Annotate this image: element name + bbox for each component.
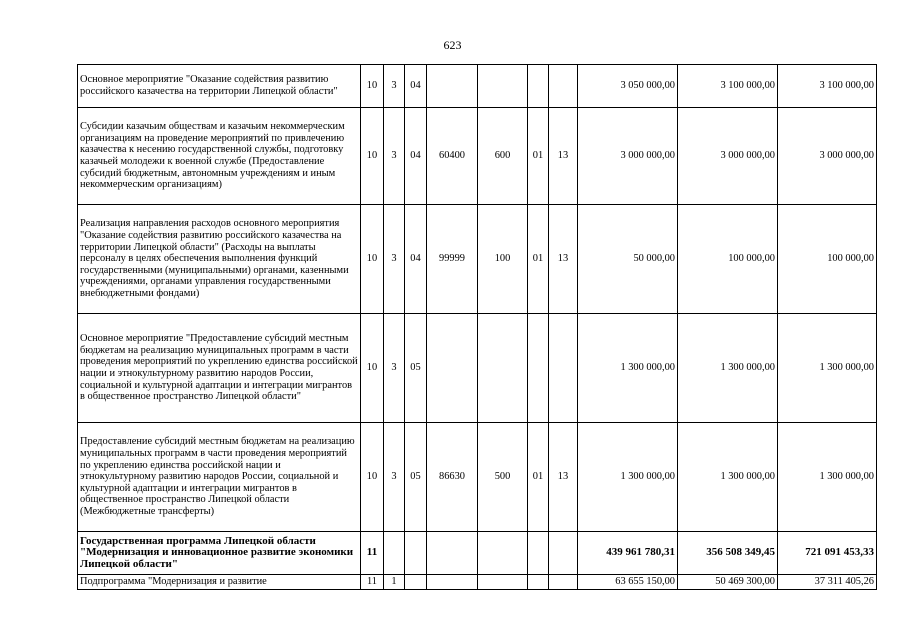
amount-year-2: 3 100 000,00: [678, 65, 778, 108]
code-program: 04: [405, 205, 427, 314]
code-section: 10: [361, 314, 384, 423]
code-subsection: 1: [384, 575, 405, 590]
amount-year-1: 1 300 000,00: [578, 314, 678, 423]
code-subdivision: [549, 532, 578, 575]
code-direction: [427, 532, 478, 575]
code-division: [528, 65, 549, 108]
code-direction: [427, 575, 478, 590]
amount-year-1: 63 655 150,00: [578, 575, 678, 590]
code-program: 04: [405, 108, 427, 205]
code-program: [405, 532, 427, 575]
code-section: 11: [361, 532, 384, 575]
code-division: 01: [528, 205, 549, 314]
code-expense-type: 500: [478, 423, 528, 532]
amount-year-1: 3 050 000,00: [578, 65, 678, 108]
table-row: [78, 205, 877, 314]
table-row: [78, 108, 877, 205]
code-subdivision: 13: [549, 108, 578, 205]
code-program: [405, 575, 427, 590]
code-program: 04: [405, 65, 427, 108]
code-subsection: 3: [384, 65, 405, 108]
amount-year-3: 3 000 000,00: [778, 108, 877, 205]
amount-year-1: 439 961 780,31: [578, 532, 678, 575]
table-row: [78, 575, 877, 590]
code-division: 01: [528, 108, 549, 205]
code-direction: 99999: [427, 205, 478, 314]
code-subsection: 3: [384, 108, 405, 205]
code-subsection: [384, 532, 405, 575]
amount-year-2: 356 508 349,45: [678, 532, 778, 575]
code-direction: [427, 314, 478, 423]
amount-year-3: 721 091 453,33: [778, 532, 877, 575]
code-expense-type: [478, 532, 528, 575]
code-expense-type: [478, 314, 528, 423]
amount-year-3: 1 300 000,00: [778, 314, 877, 423]
page-number: 623: [443, 38, 462, 52]
amount-year-2: 1 300 000,00: [678, 314, 778, 423]
code-subsection: 3: [384, 314, 405, 423]
table-row: [78, 532, 877, 575]
code-program: 05: [405, 314, 427, 423]
row-name: Субсидии казачьим обществам и казачьим некоммерческим организациям на проведение мероприятий по привлечению казачества к несению государственной службы, подготовку казачьей молодежи к военной службе (Предоставление субсидий бюджетным, автономным учреждениям и иным некоммерческим организациям): [78, 108, 361, 205]
code-subsection: 3: [384, 423, 405, 532]
code-subdivision: 13: [549, 423, 578, 532]
code-expense-type: [478, 65, 528, 108]
code-direction: 60400: [427, 108, 478, 205]
amount-year-1: 1 300 000,00: [578, 423, 678, 532]
amount-year-3: 1 300 000,00: [778, 423, 877, 532]
code-program: 05: [405, 423, 427, 532]
table-row: [78, 423, 877, 532]
code-direction: [427, 65, 478, 108]
table-row: [78, 314, 877, 423]
code-subdivision: [549, 65, 578, 108]
row-name: Подпрограмма "Модернизация и развитие: [78, 575, 361, 590]
code-expense-type: 100: [478, 205, 528, 314]
code-subdivision: [549, 575, 578, 590]
code-section: 10: [361, 65, 384, 108]
table-row: [78, 65, 877, 108]
row-name: Государственная программа Липецкой области "Модернизация и инновационное развитие экономики Липецкой области": [78, 532, 361, 575]
amount-year-3: 37 311 405,26: [778, 575, 877, 590]
code-subdivision: [549, 314, 578, 423]
amount-year-1: 50 000,00: [578, 205, 678, 314]
code-section: 10: [361, 108, 384, 205]
amount-year-2: 1 300 000,00: [678, 423, 778, 532]
amount-year-2: 100 000,00: [678, 205, 778, 314]
budget-table: [77, 64, 877, 590]
amount-year-3: 100 000,00: [778, 205, 877, 314]
amount-year-3: 3 100 000,00: [778, 65, 877, 108]
code-direction: 86630: [427, 423, 478, 532]
code-division: [528, 532, 549, 575]
code-section: 10: [361, 423, 384, 532]
row-name: Основное мероприятие "Предоставление субсидий местным бюджетам на реализацию муниципальных программ в части проведения мероприятий по укреплению единства российской нации и этнокультурному развитию народов России, социальной и культурной адаптации и интеграции мигрантов в общественное пространство Липецкой области": [78, 314, 361, 423]
amount-year-2: 50 469 300,00: [678, 575, 778, 590]
row-name: Реализация направления расходов основного мероприятия "Оказание содействия развитию российского казачества на территории Липецкой области" (Расходы на выплаты персоналу в целях обеспечения выполнения функций государственными (муниципальными) органами, казенными учреждениями, органами управления государственными внебюджетными фондами): [78, 205, 361, 314]
code-section: 10: [361, 205, 384, 314]
code-division: [528, 575, 549, 590]
code-section: 11: [361, 575, 384, 590]
amount-year-2: 3 000 000,00: [678, 108, 778, 205]
row-name: Предоставление субсидий местным бюджетам на реализацию муниципальных программ в части проведения мероприятий по укреплению единства российской нации и этнокультурному развитию народов России, социальной и культурной адаптации и интеграции мигрантов в общественное пространство Липецкой области (Межбюджетные трансферты): [78, 423, 361, 532]
code-subdivision: 13: [549, 205, 578, 314]
code-expense-type: [478, 575, 528, 590]
code-division: 01: [528, 423, 549, 532]
amount-year-1: 3 000 000,00: [578, 108, 678, 205]
code-expense-type: 600: [478, 108, 528, 205]
row-name: Основное мероприятие "Оказание содействия развитию российского казачества на территории Липецкой области": [78, 65, 361, 108]
code-subsection: 3: [384, 205, 405, 314]
code-division: [528, 314, 549, 423]
